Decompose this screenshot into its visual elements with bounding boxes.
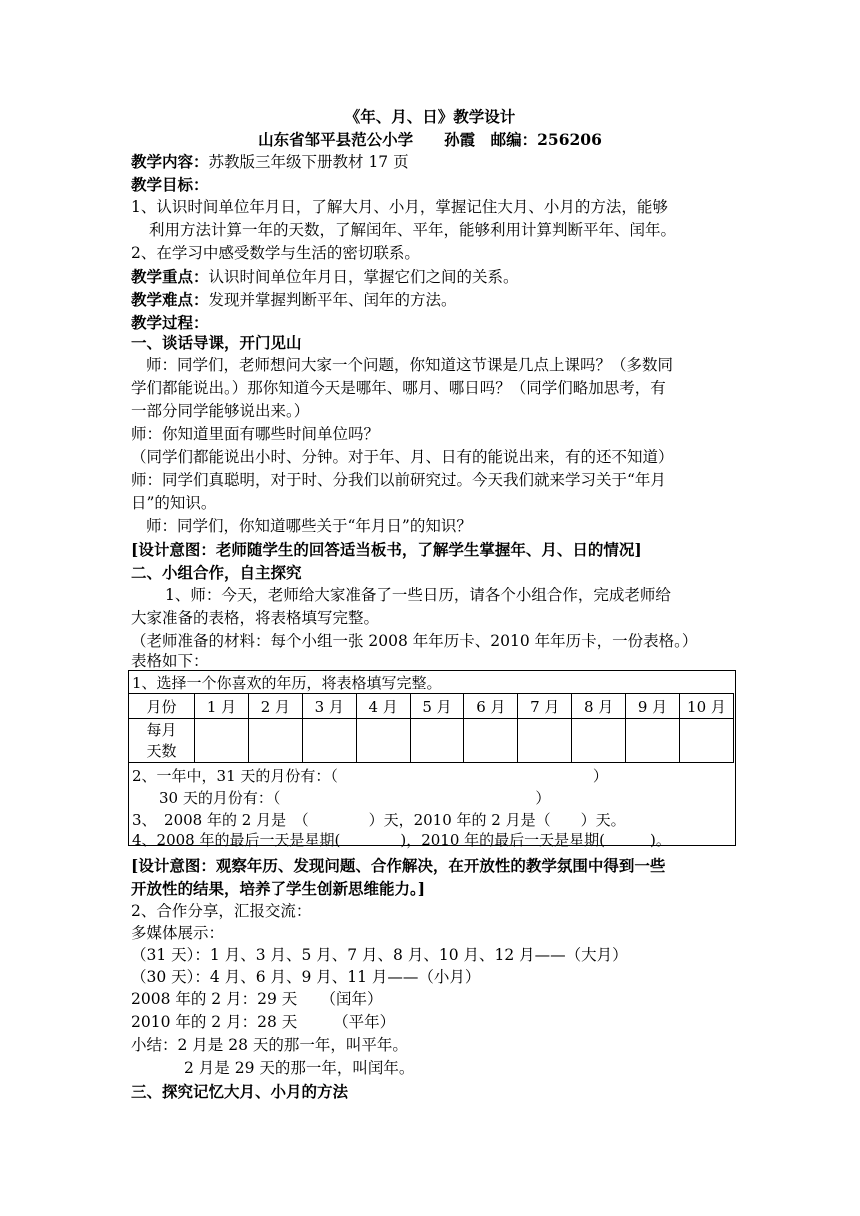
month-cell: 1 月: [195, 694, 249, 719]
blank-cell[interactable]: [410, 719, 464, 763]
month-cell: 5 月: [410, 694, 464, 719]
key-text: 认识时间单位年月日，掌握它们之间的关系。: [208, 268, 519, 286]
section-2-title: 二、小组合作，自主探究: [131, 563, 302, 582]
para-4a: 师：同学们真聪明，对于时、分我们以前研究过。今天我们就来学习关于“年月: [131, 471, 666, 489]
para-3: （同学们都能说出小时、分钟。对于年、月、日有的能说出来，有的还不知道）: [131, 448, 674, 466]
para-7: （老师准备的材料：每个小组一张 2008 年年历卡、2010 年年历卡，一份表格。）: [131, 632, 698, 650]
blank-cell[interactable]: [195, 719, 249, 763]
worksheet-box: [128, 670, 736, 849]
months-table: [128, 693, 734, 763]
design-intent-2a: [设计意图：观察年历、发现问题、合作解决，在开放性的教学氛围中得到一些: [131, 856, 666, 875]
header-month-cell: 月份: [129, 694, 195, 719]
para-1c: 一部分同学能够说出来。）: [131, 402, 310, 420]
para-15: 小结：2 月是 28 天的那一年，叫平年。: [131, 1036, 408, 1054]
blank-cell[interactable]: [248, 719, 302, 763]
para-1a: 师：同学们，老师想问大家一个问题，你知道这节课是几点上课吗？（多数同: [146, 356, 674, 374]
para-2: 师：你知道里面有哪些时间单位吗？: [131, 425, 380, 443]
worksheet-q4: 4、2008 年的最后一天是星期( )，2010 年的最后一天是星期( )。: [132, 831, 671, 849]
days-label-cell: [129, 719, 195, 763]
month-cell: 4 月: [356, 694, 410, 719]
days-label-a: 每月: [146, 720, 177, 739]
para-10: 多媒体展示：: [131, 924, 225, 942]
para-6a: 1、师：今天，老师给大家准备了一些日历，请各个小组合作，完成老师给: [165, 586, 671, 604]
difficulty-line: [131, 288, 457, 312]
key-label: 教学重点：: [131, 267, 209, 286]
worksheet-q2b: 30 天的月份有：（ ）: [159, 789, 551, 807]
worksheet-q2: 2、一年中，31 天的月份有：（ ）: [132, 767, 608, 785]
table-header-row: [129, 694, 734, 719]
blank-cell[interactable]: [302, 719, 356, 763]
para-16: 2 月是 29 天的那一年，叫闰年。: [184, 1059, 415, 1077]
blank-cell[interactable]: [626, 719, 680, 763]
blank-cell[interactable]: [518, 719, 572, 763]
month-cell: 7 月: [518, 694, 572, 719]
section-3-title: 三、探究记忆大月、小月的方法: [131, 1082, 349, 1101]
section-1-title: 一、谈话导课，开门见山: [131, 333, 302, 352]
para-5: 师：同学们，你知道哪些关于“年月日”的知识？: [146, 517, 472, 535]
para-1b: 学们都能说出。）那你知道今天是哪年、哪月、哪日吗？（同学们略加思考，有: [131, 379, 666, 397]
para-13: 2008 年的 2 月：29 天 （闰年）: [131, 990, 383, 1008]
month-cell: 6 月: [464, 694, 518, 719]
para-4b: 日”的知识。: [131, 494, 217, 512]
difficulty-text: 发现并掌握判断平年、闰年的方法。: [208, 291, 457, 309]
key-line: [131, 265, 519, 289]
para-8: 表格如下：: [131, 652, 209, 670]
blank-cell[interactable]: [679, 719, 733, 763]
table-data-row: [129, 719, 734, 763]
content-label: 教学内容：: [131, 152, 209, 171]
para-9: 2、合作分享，汇报交流：: [131, 902, 312, 920]
goal-1a: 1、认识时间单位年月日，了解大月、小月，掌握记住大月、小月的方法，能够: [131, 198, 668, 216]
month-cell: 2 月: [248, 694, 302, 719]
para-12: （30 天）：4 月、6 月、9 月、11 月——（小月）: [131, 968, 481, 986]
goal-1b: 利用方法计算一年的天数，了解闰年、平年，能够利用计算判断平年、闰年。: [149, 221, 677, 239]
blank-cell[interactable]: [356, 719, 410, 763]
design-intent-2b: 开放性的结果，培养了学生创新思维能力。]: [131, 879, 426, 898]
month-cell: 10 月: [679, 694, 733, 719]
design-intent-1: [设计意图：老师随学生的回答适当板书，了解学生掌握年、月、日的情况]: [131, 540, 642, 559]
document-title: 《年、月、日》教学设计: [344, 107, 516, 126]
para-11: （31 天）：1 月、3 月、5 月、7 月、8 月、10 月、12 月——（大月）: [131, 946, 628, 964]
worksheet-q1: 1、选择一个你喜欢的年历，将表格填写完整。: [132, 674, 442, 692]
blank-cell[interactable]: [464, 719, 518, 763]
difficulty-label: 教学难点：: [131, 290, 209, 309]
process-label: 教学过程：: [131, 313, 209, 332]
days-label-b: 天数: [146, 741, 177, 760]
content-text: 苏教版三年级下册教材 17 页: [208, 153, 409, 171]
blank-cell[interactable]: [572, 719, 626, 763]
worksheet-q3: 3、 2008 年的 2 月是 （ ）天，2010 年的 2 月是（ ）天。: [132, 811, 626, 829]
author-line: 山东省邹平县范公小学 孙霞 邮编：256206: [258, 130, 602, 149]
month-cell: 3 月: [302, 694, 356, 719]
para-14: 2010 年的 2 月：28 天 （平年）: [131, 1013, 396, 1031]
month-cell: 9 月: [626, 694, 680, 719]
goal-2: 2、在学习中感受数学与生活的密切联系。: [131, 244, 420, 262]
month-cell: 8 月: [572, 694, 626, 719]
content-line: [131, 150, 409, 174]
para-6b: 大家准备的表格，将表格填写完整。: [131, 609, 380, 627]
goals-label: 教学目标：: [131, 175, 209, 194]
